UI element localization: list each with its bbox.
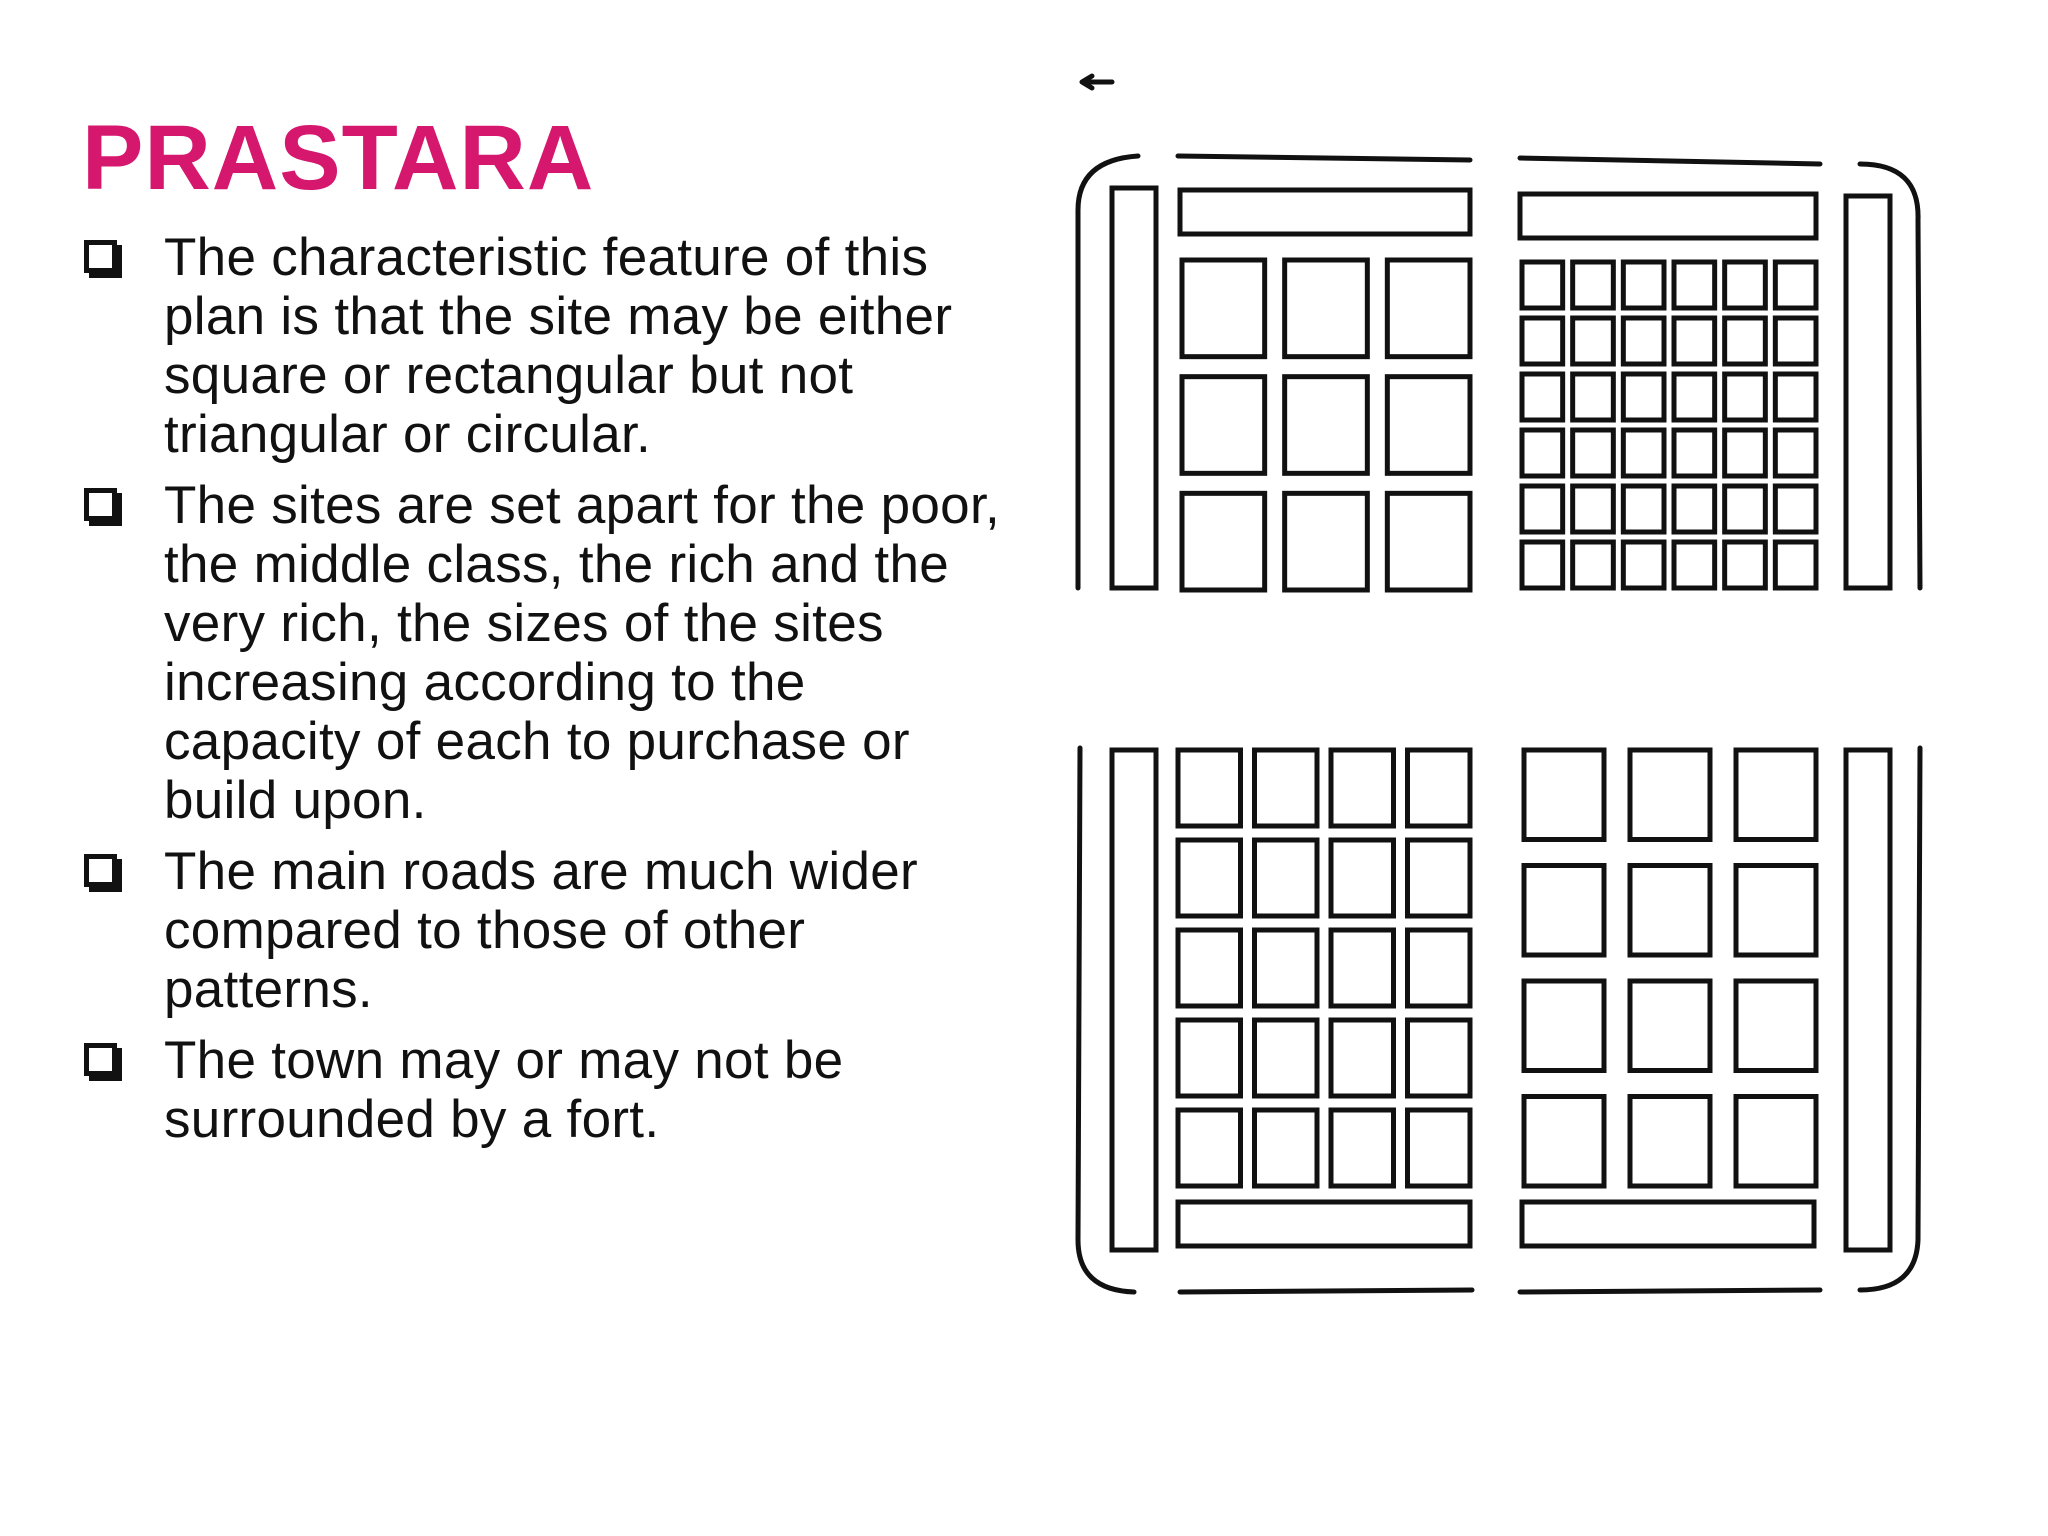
plot-lot-small	[1775, 374, 1816, 420]
plot-lot-medium	[1524, 981, 1604, 1071]
hollow-square-bullet-icon	[84, 488, 117, 521]
plot-lot-medium	[1255, 750, 1318, 826]
plot-lot-medium	[1178, 750, 1241, 826]
bullet-text: The main roads are much wider compared to those of other patterns.	[164, 842, 918, 1019]
plot-lot-medium	[1331, 1110, 1394, 1186]
side-strip	[1112, 750, 1156, 1250]
plot-lot-medium	[1408, 930, 1471, 1006]
plot-lot-small	[1674, 318, 1715, 364]
plot-lot-small	[1623, 430, 1664, 476]
outer-wall-segment	[1520, 158, 1820, 164]
plot-lot-large	[1285, 260, 1368, 357]
plot-lot-large	[1387, 377, 1470, 474]
plot-lot-medium	[1524, 1097, 1604, 1187]
side-strip	[1846, 750, 1890, 1250]
plot-lot-small	[1623, 486, 1664, 532]
outer-wall-segment	[1078, 748, 1134, 1292]
plot-lot-large	[1387, 493, 1470, 590]
plot-lot-small	[1725, 486, 1766, 532]
plot-lot-medium	[1178, 1110, 1241, 1186]
outer-wall-segment	[1520, 1290, 1820, 1292]
plot-lot-small	[1623, 262, 1664, 308]
plot-lot-small	[1623, 318, 1664, 364]
plot-lot-medium	[1408, 1020, 1471, 1096]
bullet-text: The town may or may not be surrounded by a fort.	[164, 1031, 844, 1149]
outer-wall-segment	[1078, 156, 1138, 588]
plot-lot-small	[1522, 430, 1563, 476]
plot-lot-small	[1775, 430, 1816, 476]
plot-lot-large	[1387, 260, 1470, 357]
long-strip	[1522, 1202, 1814, 1246]
hollow-square-bullet-icon	[84, 1043, 117, 1076]
long-strip	[1520, 194, 1816, 238]
plot-lot-small	[1775, 486, 1816, 532]
plot-lot-small	[1725, 262, 1766, 308]
plot-lot-small	[1573, 486, 1614, 532]
outer-wall-segment	[1180, 1290, 1472, 1292]
plot-lot-large	[1182, 377, 1265, 474]
plot-lot-small	[1522, 374, 1563, 420]
plot-lot-medium	[1178, 840, 1241, 916]
plot-lot-medium	[1524, 866, 1604, 956]
plot-lot-small	[1725, 542, 1766, 588]
plot-lot-medium	[1736, 866, 1816, 956]
plot-lot-medium	[1736, 1097, 1816, 1187]
plot-lot-small	[1573, 430, 1614, 476]
long-strip	[1180, 190, 1470, 234]
side-strip	[1846, 196, 1890, 588]
plot-lot-medium	[1178, 930, 1241, 1006]
plot-lot-small	[1775, 318, 1816, 364]
bullet-item	[82, 842, 1012, 1019]
plot-lot-medium	[1630, 1097, 1710, 1187]
plot-lot-medium	[1736, 981, 1816, 1071]
arrow-left-icon	[1082, 76, 1112, 88]
bullet-item	[82, 228, 1012, 464]
plot-lot-small	[1573, 318, 1614, 364]
outer-wall-segment	[1178, 156, 1470, 160]
plot-lot-medium	[1524, 750, 1604, 840]
hollow-square-bullet-icon	[84, 854, 117, 887]
plot-lot-large	[1182, 493, 1265, 590]
plot-lot-small	[1573, 374, 1614, 420]
plot-lot-small	[1522, 486, 1563, 532]
plot-lot-medium	[1255, 1020, 1318, 1096]
plot-lot-small	[1573, 542, 1614, 588]
plot-lot-medium	[1408, 840, 1471, 916]
slide-title: PRASTARA	[82, 107, 595, 209]
plot-lot-small	[1674, 262, 1715, 308]
plot-lot-medium	[1178, 1020, 1241, 1096]
plot-lot-small	[1573, 262, 1614, 308]
plot-lot-small	[1725, 374, 1766, 420]
long-strip	[1178, 1202, 1470, 1246]
plot-lot-small	[1674, 374, 1715, 420]
plot-lot-medium	[1331, 930, 1394, 1006]
plot-lot-medium	[1331, 750, 1394, 826]
prastara-town-plan-diagram	[1060, 60, 1940, 1300]
hollow-square-bullet-icon	[84, 240, 117, 273]
bullet-text: The sites are set apart for the poor, the middle class, the rich and the very rich, the sizes of the sites increasing according to the capacity of each to purchase or build upon.	[164, 476, 1000, 830]
plot-lot-medium	[1630, 750, 1710, 840]
plot-lot-medium	[1255, 1110, 1318, 1186]
plot-lot-small	[1522, 542, 1563, 588]
plot-lot-medium	[1331, 840, 1394, 916]
plot-lot-large	[1285, 377, 1368, 474]
plot-lot-medium	[1255, 840, 1318, 916]
plot-lot-medium	[1331, 1020, 1394, 1096]
plot-lot-medium	[1408, 750, 1471, 826]
plot-lot-small	[1522, 262, 1563, 308]
plot-lot-small	[1674, 430, 1715, 476]
bullet-list	[82, 228, 1012, 1161]
bullet-item	[82, 1031, 1012, 1149]
plot-lot-small	[1775, 262, 1816, 308]
plot-lot-medium	[1736, 750, 1816, 840]
plot-lot-small	[1725, 430, 1766, 476]
plot-lot-large	[1285, 493, 1368, 590]
bullet-item	[82, 476, 1012, 830]
bullet-text: The characteristic feature of this plan is that the site may be either square or rectangular but not triangular or circular.	[164, 228, 953, 464]
plot-lot-small	[1725, 318, 1766, 364]
plot-lot-medium	[1255, 930, 1318, 1006]
plot-lot-medium	[1630, 866, 1710, 956]
plot-lot-small	[1674, 486, 1715, 532]
side-strip	[1112, 188, 1156, 588]
plot-lot-small	[1623, 374, 1664, 420]
plot-lot-medium	[1630, 981, 1710, 1071]
plot-lot-small	[1522, 318, 1563, 364]
plot-lot-small	[1623, 542, 1664, 588]
plot-lot-small	[1674, 542, 1715, 588]
plot-lot-large	[1182, 260, 1265, 357]
plot-lot-small	[1775, 542, 1816, 588]
plot-lot-medium	[1408, 1110, 1471, 1186]
